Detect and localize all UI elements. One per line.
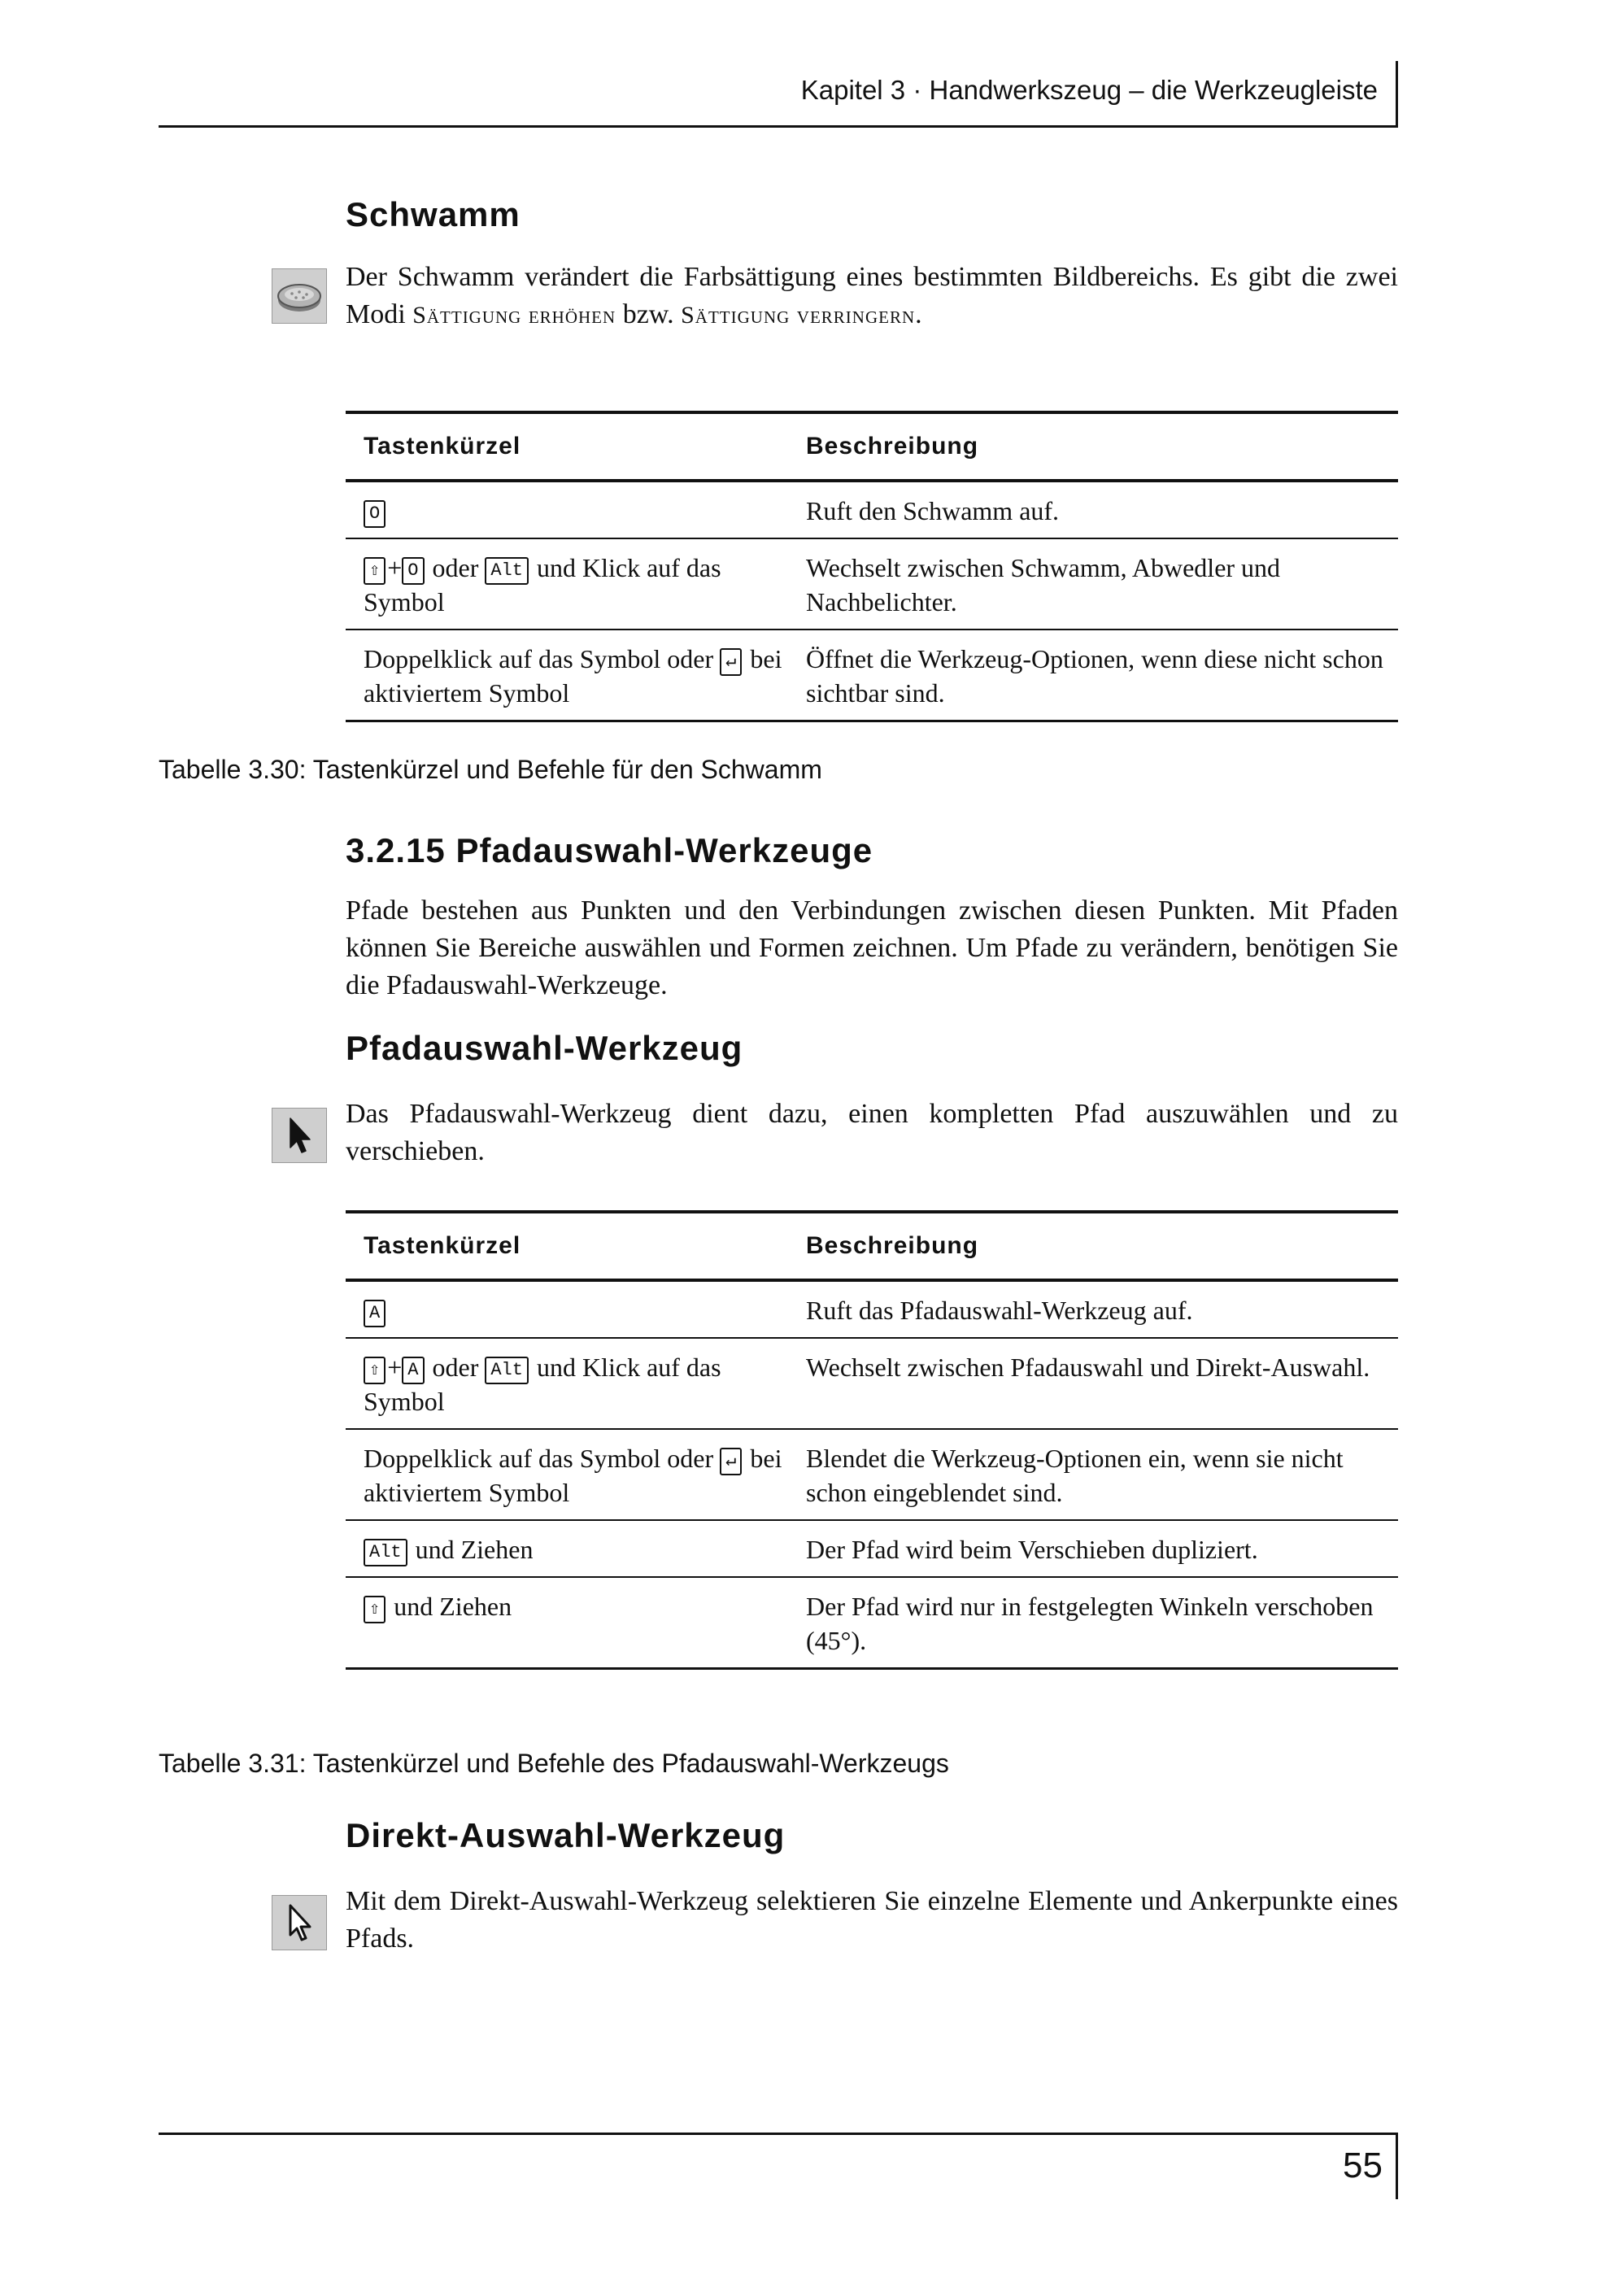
mode-desaturate: Sättigung verringern bbox=[681, 302, 916, 329]
table-row bbox=[346, 1282, 1398, 1339]
key-shift: ⇧ bbox=[364, 557, 386, 585]
section-paragraph: Pfade bestehen aus Punkten und den Verbindungen zwischen diesen Punkten. Mit Pfaden können Sie Bereiche auswählen und Formen zeichnen. Um Pfade zu verändern, benötigen Sie die Pfadauswahl-Werkzeuge. bbox=[346, 895, 1398, 1000]
key-alt: Alt bbox=[485, 557, 529, 585]
shortcut-text: bei aktiviertem Symbol bbox=[364, 1444, 782, 1507]
shortcut-text: Doppelklick auf das Symbol oder bbox=[364, 1444, 721, 1473]
row-description: Wechselt zwischen Pfadauswahl und Direkt-Auswahl. bbox=[806, 1353, 1370, 1382]
oder-text: oder bbox=[425, 553, 486, 582]
shortcut-table-schwamm bbox=[346, 411, 1398, 722]
key-o: O bbox=[402, 557, 424, 585]
shortcut-text: bei aktiviertem Symbol bbox=[364, 644, 782, 708]
table-row bbox=[346, 1521, 1398, 1578]
page-number: 55 bbox=[1343, 2146, 1383, 2185]
shortcut-text: und Ziehen bbox=[408, 1535, 534, 1564]
table-header bbox=[346, 414, 1398, 482]
shortcut-text: und Klick auf das Symbol bbox=[364, 553, 721, 616]
running-header: Kapitel 3 · Handwerkszeug – die Werkzeugleiste bbox=[800, 75, 1378, 105]
table-caption-3-30: Tabelle 3.30: Tastenkürzel und Befehle für den Schwamm bbox=[159, 755, 822, 784]
header-vertical-rule bbox=[1396, 61, 1398, 128]
pfadauswahl-paragraph: Das Pfadauswahl-Werkzeug dient dazu, einen kompletten Pfad auszuwählen und zu verschieben. bbox=[346, 1099, 1398, 1166]
shortcut-text: und Klick auf das Symbol bbox=[364, 1353, 721, 1416]
key-enter: ↵ bbox=[720, 1448, 742, 1475]
shortcut-table-pfadauswahl bbox=[346, 1210, 1398, 1670]
header-rule bbox=[159, 125, 1398, 128]
schwamm-text-start: Der Schwamm verändert die Farbsättigung eines bestimmten Bildbereichs. Es gibt die zwei Modi bbox=[346, 262, 1398, 329]
table-caption-3-31: Tabelle 3.31: Tastenkürzel und Befehle des Pfadauswahl-Werkzeugs bbox=[159, 1749, 949, 1778]
plus-sign: + bbox=[387, 553, 403, 582]
col-header-shortcut: Tastenkürzel bbox=[364, 1232, 521, 1259]
key-alt: Alt bbox=[364, 1539, 407, 1566]
key-o: O bbox=[364, 500, 386, 528]
row-description: Öffnet die Werkzeug-Optionen, wenn diese nicht schon sichtbar sind. bbox=[806, 644, 1383, 708]
pfadauswahl-heading: Pfadauswahl-Werkzeug bbox=[346, 1029, 743, 1067]
table-row bbox=[346, 1339, 1398, 1430]
col-header-description: Beschreibung bbox=[806, 1232, 979, 1259]
direkt-auswahl-heading: Direkt-Auswahl-Werkzeug bbox=[346, 1816, 786, 1854]
key-alt: Alt bbox=[485, 1357, 529, 1384]
row-description: Wechselt zwischen Schwamm, Abwedler und Nachbelichter. bbox=[806, 553, 1281, 616]
plus-sign: + bbox=[387, 1353, 403, 1382]
mode-saturate: Sättigung erhöhen bbox=[412, 302, 616, 329]
key-enter: ↵ bbox=[720, 648, 742, 676]
path-selection-arrow-icon bbox=[272, 1108, 327, 1163]
row-description: Ruft den Schwamm auf. bbox=[806, 496, 1060, 525]
shortcut-text: und Ziehen bbox=[387, 1592, 512, 1621]
table-row bbox=[346, 482, 1398, 539]
col-header-shortcut: Tastenkürzel bbox=[364, 433, 521, 460]
table-row bbox=[346, 1578, 1398, 1670]
schwamm-text-end: . bbox=[915, 299, 922, 329]
shortcut-text: Doppelklick auf das Symbol oder bbox=[364, 644, 721, 673]
schwamm-text-mid: bzw. bbox=[616, 299, 682, 329]
sponge-icon bbox=[272, 268, 327, 324]
row-description: Blendet die Werkzeug-Optionen ein, wenn sie nicht schon eingeblendet sind. bbox=[806, 1444, 1344, 1507]
row-description: Der Pfad wird nur in festgelegten Winkeln verschoben (45°). bbox=[806, 1592, 1374, 1655]
oder-text: oder bbox=[425, 1353, 486, 1382]
table-row bbox=[346, 1430, 1398, 1521]
direct-selection-arrow-icon bbox=[272, 1895, 327, 1950]
schwamm-paragraph bbox=[346, 259, 1398, 334]
table-header bbox=[346, 1213, 1398, 1282]
footer-rule bbox=[159, 2133, 1398, 2135]
key-shift: ⇧ bbox=[364, 1357, 386, 1384]
row-description: Ruft das Pfadauswahl-Werkzeug auf. bbox=[806, 1296, 1193, 1325]
table-row bbox=[346, 539, 1398, 630]
key-a: A bbox=[402, 1357, 424, 1384]
table-row bbox=[346, 630, 1398, 722]
col-header-description: Beschreibung bbox=[806, 433, 979, 460]
section-heading: 3.2.15 Pfadauswahl-Werkzeuge bbox=[346, 831, 873, 869]
direkt-auswahl-paragraph: Mit dem Direkt-Auswahl-Werkzeug selektieren Sie einzelne Elemente und Ankerpunkte eines Pfads. bbox=[346, 1886, 1398, 1954]
row-description: Der Pfad wird beim Verschieben dupliziert. bbox=[806, 1535, 1258, 1564]
key-a: A bbox=[364, 1300, 386, 1327]
footer-vertical-rule bbox=[1396, 2133, 1398, 2199]
key-shift: ⇧ bbox=[364, 1596, 386, 1623]
schwamm-heading: Schwamm bbox=[346, 195, 521, 233]
